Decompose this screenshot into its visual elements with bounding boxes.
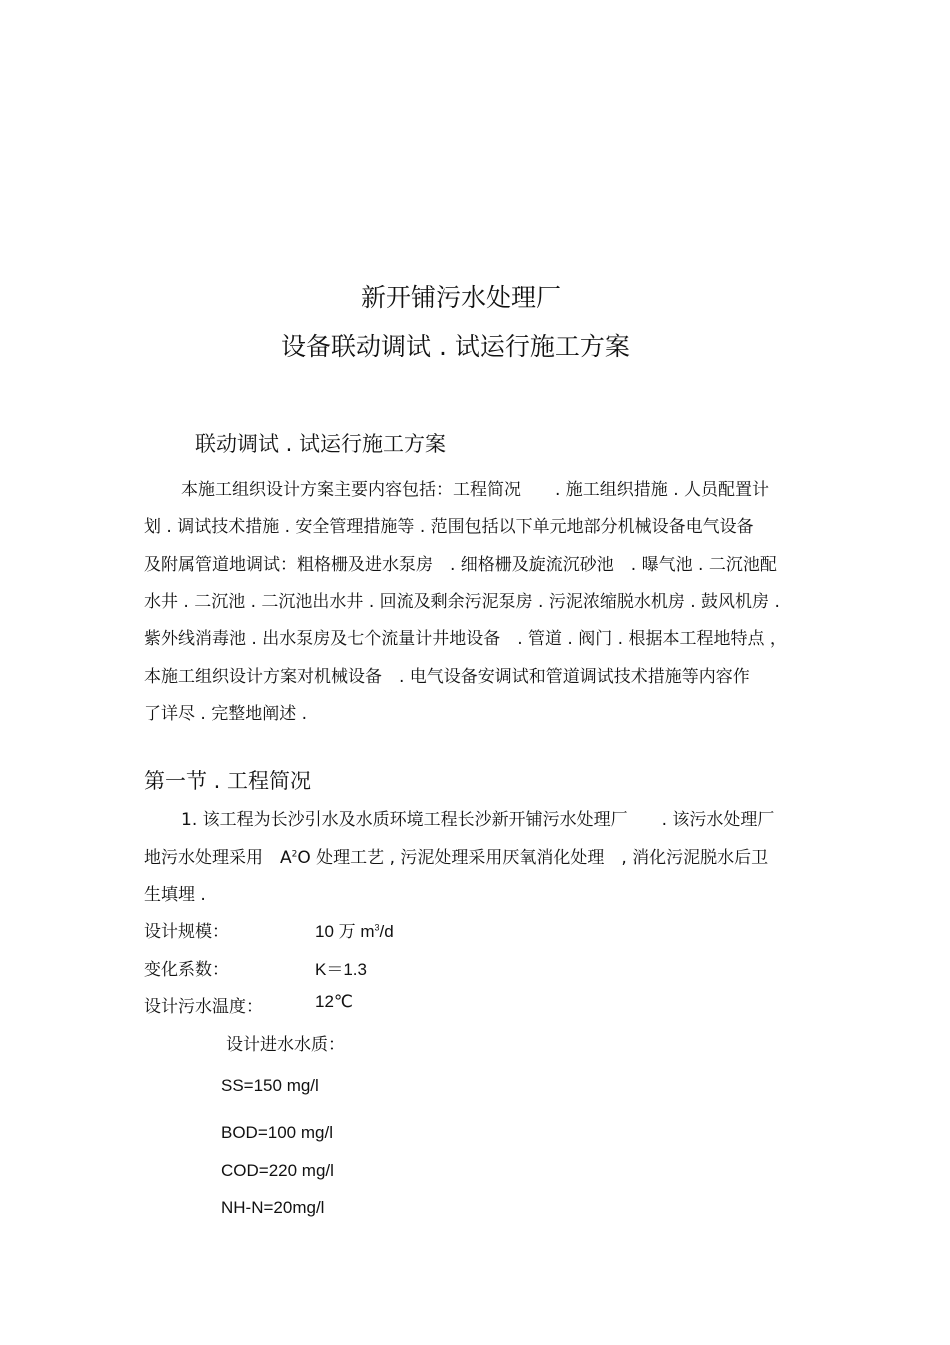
influent-ss: SS=150 mg/l [221,1076,319,1095]
item-1-line: 生填埋 . [144,885,206,905]
item-1-line-2-superscript: 2 [291,849,298,860]
item-1-line: 1. 该工程为长沙引水及水质环境工程长沙新开铺污水处理厂 . 该污水处理厂 [181,810,775,830]
chapter-heading: 第一节 . 工程简况 [144,769,312,793]
section-heading: 联动调试 . 试运行施工方案 [195,432,447,456]
param-value-scale-superscript: 3 [374,922,380,933]
param-value-scale [315,917,394,942]
influent-bod: BOD=100 mg/l [221,1123,333,1142]
param-label-temperature: 设计污水温度： [144,997,263,1017]
intro-line: 紫外线消毒池 . 出水泵房及七个流量计井地设备 . 管道 . 阀门 . 根据本工程地特点 ， [144,629,787,649]
intro-line: 及附属管道地调试：粗格栅及进水泵房 . 细格栅及旋流沉砂池 . 曝气池 . 二沉池配 [144,555,777,575]
intro-line: 水井 . 二沉池 . 二沉池出水井 . 回流及剩余污泥泵房 . 污泥浓缩脱水机房 . 鼓风机房 . [144,592,780,612]
param-label-scale: 设计规模： [144,922,229,942]
title-line-1: 新开铺污水处理厂 [361,283,562,312]
intro-line: 本施工组织设计方案对机械设备 . 电气设备安调试和管道调试技术措施等内容作 [144,667,750,687]
intro-line: 本施工组织设计方案主要内容包括：工程简况 . 施工组织措施 . 人员配置计 [181,480,770,500]
param-value-scale-suffix: /d [379,922,394,941]
title-line-2: 设备联动调试 . 试运行施工方案 [281,332,630,361]
item-1-line-2-prefix: 地污水处理采用 A [144,848,292,868]
intro-line: 划 . 调试技术措施 . 安全管理措施等 . 范围包括以下单元地部分机械设备电气设备 [144,517,754,537]
item-1-line [144,843,768,868]
param-label-variation: 变化系数： [144,960,229,980]
param-value-scale-prefix: 10 万 m [315,922,375,941]
influent-cod: COD=220 mg/l [221,1161,334,1180]
item-1-line-2-suffix: O 处理工艺 , 污泥处理采用厌氧消化处理 , 消化污泥脱水后卫 [297,848,769,868]
influent-heading: 设计进水水质： [226,1035,345,1055]
param-value-temperature: 12℃ [315,992,354,1011]
influent-nh-n: NH-N=20mg/l [221,1198,325,1217]
intro-line: 了详尽 . 完整地阐述 . [144,704,308,724]
param-value-variation: K＝1.3 [315,960,367,979]
